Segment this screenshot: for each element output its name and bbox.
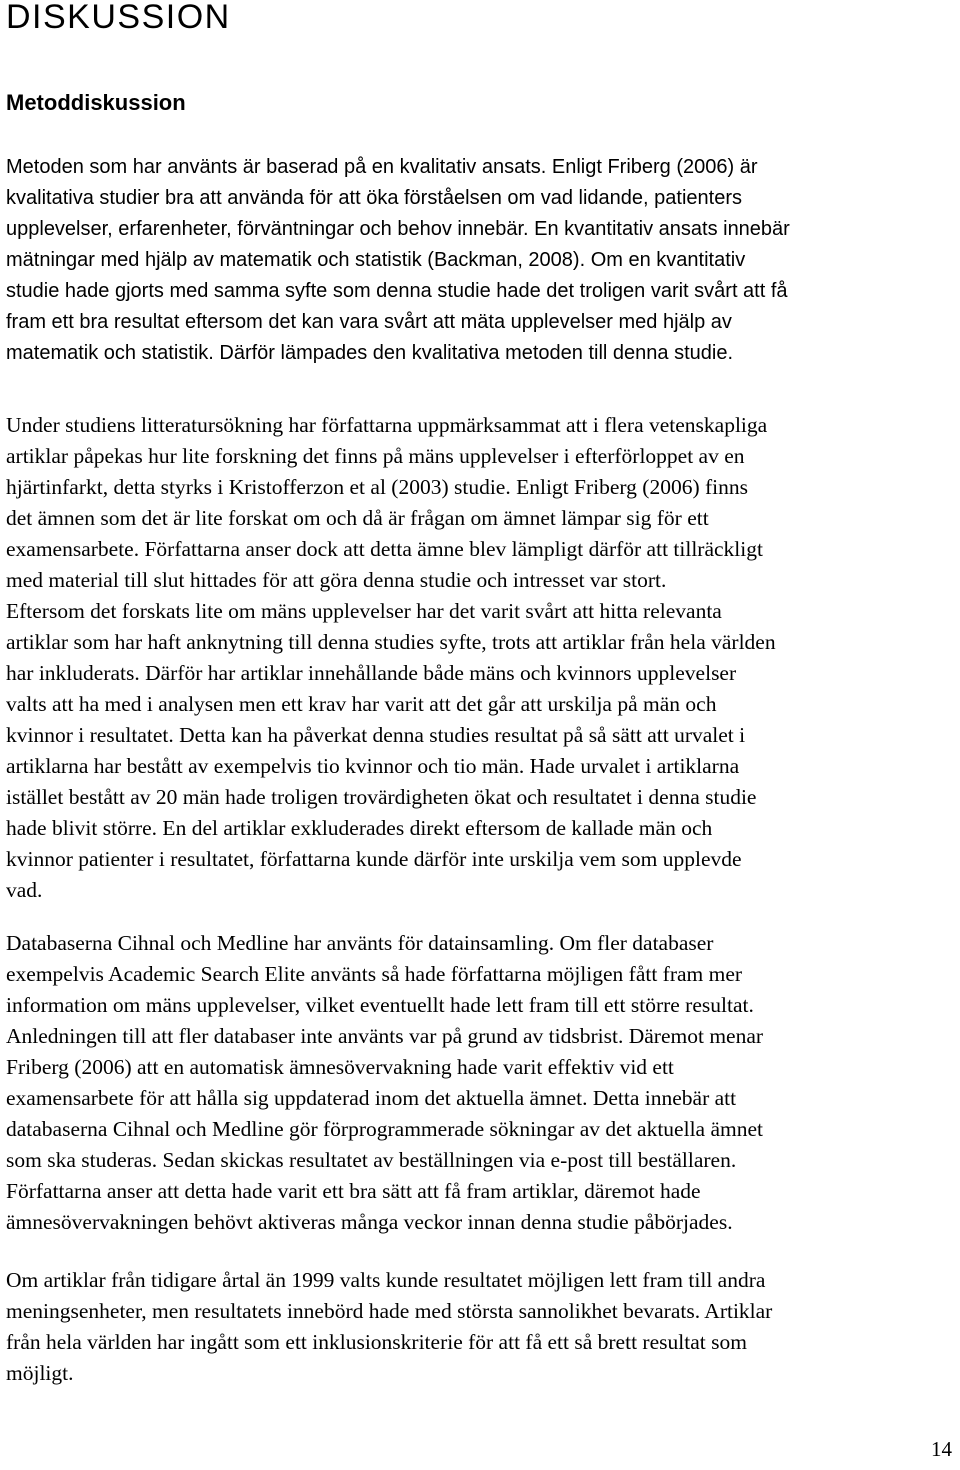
paragraph-line: Författarna anser att detta hade varit ett bra sätt att få fram artiklar, däremot hade	[6, 1179, 701, 1203]
paragraph-line: Anledningen till att fler databaser inte använts var på grund av tidsbrist. Däremot menar	[6, 1024, 764, 1048]
paragraph-line: Eftersom det forskats lite om mäns upplevelser har det varit svårt att hitta relevanta	[6, 599, 722, 623]
paragraph-line: artiklar som har haft anknytning till denna studies syfte, trots att artiklar från hela världen	[6, 630, 776, 654]
paragraph-line: från hela världen har ingått som ett inklusionskriterie för att få ett så brett resultat som	[6, 1330, 747, 1354]
paragraph-line: artiklarna har bestått av exempelvis tio kvinnor och tio män. Hade urvalet i artiklarna	[6, 754, 740, 778]
paragraph-line: information om mäns upplevelser, vilket eventuellt hade lett fram till ett större resultat.	[6, 993, 754, 1017]
paragraph-line: med material till slut hittades för att göra denna studie och intresset var stort.	[6, 568, 667, 592]
paragraph-line: upplevelser, erfarenheter, förväntningar och behov innebär. En kvantitativ ansats innebär	[6, 218, 790, 240]
paragraph-line: möjligt.	[6, 1361, 74, 1385]
paragraph-line: examensarbete för att hålla sig uppdaterad inom det aktuella ämnet. Detta innebär att	[6, 1086, 737, 1110]
page-number: 14	[931, 1437, 952, 1461]
paragraph-line: ämnesövervakningen behövt aktiveras många veckor innan denna studie påbörjades.	[6, 1210, 733, 1234]
paragraph-line: kvinnor patienter i resultatet, författarna kunde därför inte urskilja vem som upplevde	[6, 847, 742, 871]
paragraph-line: matematik och statistik. Därför lämpades den kvalitativa metoden till denna studie.	[6, 342, 734, 364]
section-heading: DISKUSSION	[6, 0, 231, 36]
paragraph-line: meningsenheter, men resultatets innebörd hade med största sannolikhet bevarats. Artiklar	[6, 1299, 773, 1323]
paragraph-line: exempelvis Academic Search Elite använts så hade författarna möjligen fått fram mer	[6, 962, 743, 986]
paragraph-line: Under studiens litteratursökning har författarna uppmärksammat att i flera vetenskapliga	[6, 413, 768, 437]
paragraph-databases	[6, 928, 954, 1238]
paragraph-line: har inkluderats. Därför har artiklar innehållande både mäns och kvinnors upplevelser	[6, 661, 737, 685]
paragraph-line: det ämnen som det är lite forskat om och då är frågan om ämnet lämpar sig för ett	[6, 506, 709, 530]
paragraph-line: mätningar med hjälp av matematik och statistik (Backman, 2008). Om en kvantitativ	[6, 249, 746, 271]
paragraph-line: Metoden som har använts är baserad på en kvalitativ ansats. Enligt Friberg (2006) är	[6, 156, 758, 178]
subsection-heading: Metoddiskussion	[6, 90, 186, 115]
paragraph-line: istället bestått av 20 män hade troligen trovärdigheten ökat och resultatet i denna studie	[6, 785, 757, 809]
paragraph-line: fram ett bra resultat eftersom det kan vara svårt att mäta upplevelser med hjälp av	[6, 311, 732, 333]
paragraph-line: databaserna Cihnal och Medline gör förprogrammerade sökningar av det aktuella ämnet	[6, 1117, 763, 1141]
paragraph-line: Om artiklar från tidigare årtal än 1999 valts kunde resultatet möjligen lett fram till andra	[6, 1268, 766, 1292]
paragraph-line: kvalitativa studier bra att använda för att öka förståelsen om vad lidande, patienters	[6, 187, 742, 209]
paragraph-line: vad.	[6, 878, 43, 902]
paragraph-line: som ska studeras. Sedan skickas resultatet av beställningen via e-post till beställaren.	[6, 1148, 737, 1172]
paragraph-line: kvinnor i resultatet. Detta kan ha påverkat denna studies resultat på så sätt att urvalet i	[6, 723, 746, 747]
paragraph-literature-search	[6, 410, 954, 906]
paragraph-year-range	[6, 1265, 954, 1389]
paragraph-line: hade blivit större. En del artiklar exkluderades direkt eftersom de kallade män och	[6, 816, 713, 840]
paragraph-line: examensarbete. Författarna anser dock att detta ämne blev lämpligt därför att tillräckligt	[6, 537, 763, 561]
paragraph-line: hjärtinfarkt, detta styrks i Kristofferzon et al (2003) studie. Enligt Friberg (2006) finns	[6, 475, 748, 499]
paragraph-line: valts att ha med i analysen men ett krav har varit att det går att urskilja på män och	[6, 692, 717, 716]
paragraph-line: artiklar påpekas hur lite forskning det finns på mäns upplevelser i efterförloppet av en	[6, 444, 745, 468]
paragraph-line: studie hade gjorts med samma syfte som denna studie hade det troligen varit svårt att få	[6, 280, 788, 302]
paragraph-line: Databaserna Cihnal och Medline har använts för datainsamling. Om fler databaser	[6, 931, 714, 955]
paragraph-line: Friberg (2006) att en automatisk ämnesövervakning hade varit effektiv vid ett	[6, 1055, 674, 1079]
paragraph-method-1	[6, 152, 954, 369]
